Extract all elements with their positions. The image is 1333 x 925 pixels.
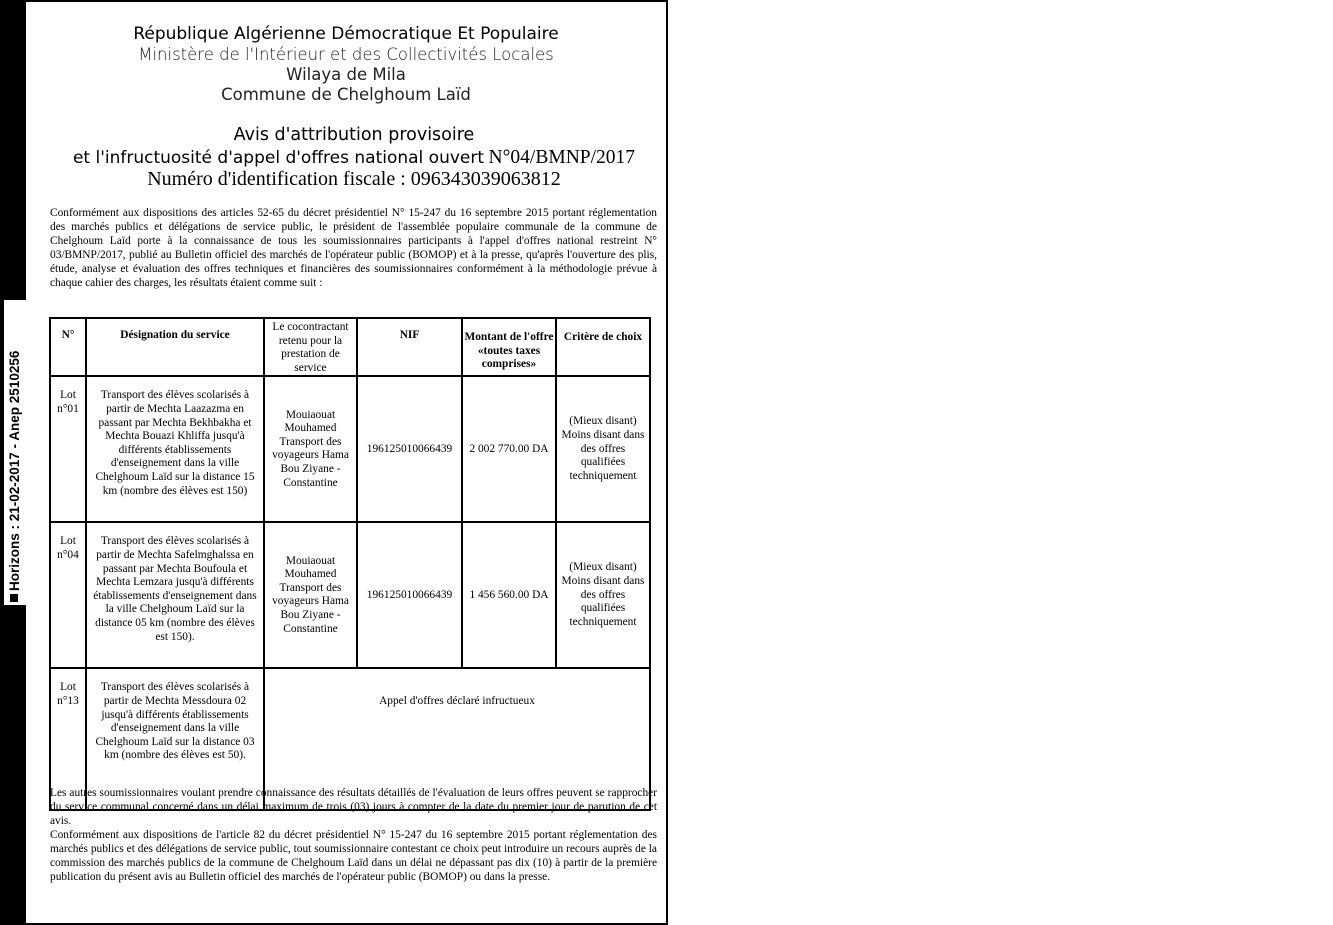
intro-paragraph: Conformément aux dispositions des articles 52-65 du décret présidentiel N° 15-247 du 16 septembre 2015 portant réglementation des marchés publics et délégations de service public, le président de l'assemblée populaire communale de la commune de Chelghoum Laïd porte à la connaissance de tous les soumissionnaires participants à l'appel d'offres national restreint N° 03/BMNP/2017, publié au Bulletin officiel des marchés de l'opérateur public (BOMOP) et à la presse, qu'après l'ouverture des plis, étude, analyse et évaluation des offres techniques et financières des soumissionnaires conformément à la méthodologie prévue à chaque cahier des charges, les résultats étaient comme suit : (50, 207, 657, 289)
lot-cell: Lot n°01 (50, 376, 86, 522)
col-header-nif: NIF (357, 318, 462, 376)
footer-paragraph-recourse: Conformément aux dispositions de l'article 82 du décret présidentiel N° 15-247 du 16 septembre 2015 portant réglementation des marchés publics et des délégations de service public, tout soumissionnaire contestant ce choix peut introduire un recours auprès de la commission des marchés publics de la commune de Chelghoum Laïd dans un délai ne dépassant pas dix (10) à partir de la première publication du présent avis au Bulletin officiel des marchés de l'opérateur public (BOMOP) ou dans la presse. (50, 829, 657, 883)
fiscal-id: Numéro d'identification fiscale : 096343039063812 (147, 168, 561, 190)
nif-cell: 196125010066439 (357, 522, 462, 668)
notice-subtitle-text: et l'infructuosité d'appel d'offres national ouvert (72, 148, 485, 168)
table-header-row (50, 318, 650, 376)
cocontractant-cell: Mouiaouat Mouhamed Transport des voyageurs Hama Bou Ziyane - Constantine (264, 522, 357, 668)
notice-title: Avis d'attribution provisoire (233, 125, 475, 145)
table-row (50, 376, 650, 522)
header-republic: République Algérienne Démocratique Et Populaire (133, 24, 559, 44)
designation-cell: Transport des élèves scolarisés à partir de Mechta Messdoura 02 jusqu'à différents établissements d'enseignement dans la ville Chelghoum Laïd sur la distance 03 km (nombre des élèves est 50). (86, 668, 264, 810)
header-commune: Commune de Chelghoum Laïd (221, 85, 471, 104)
montant-cell: 1 456 560.00 DA (462, 522, 556, 668)
lot-cell: Lot n°13 (50, 668, 86, 810)
designation-cell: Transport des élèves scolarisés à partir de Mechta Safelmghalssa en passant par Mechta Boufoula et Mechta Lemzara jusqu'à différents établissements d'enseignement dans la ville Chelghoum Laïd sur la distance 05 km (nombre des élèves est 150). (86, 522, 264, 668)
col-header-critere: Critère de choix (556, 318, 650, 376)
col-header-num: N° (50, 318, 86, 376)
infructueux-cell: Appel d'offres déclaré infructueux (264, 668, 650, 810)
square-bullet-icon (10, 594, 18, 602)
side-label (6, 302, 24, 602)
designation-cell: Transport des élèves scolarisés à partir de Mechta Laazazma en passant par Mechta Bekhbakha et Mechta Bouazi Khliffa jusqu'à différents établissements d'enseignement dans la ville Chelghoum Laïd sur la distance 15 km (nombre des élèves est 150) (86, 376, 264, 522)
critere-cell: (Mieux disant) Moins disant dans des offres qualifiées techniquement (556, 522, 650, 668)
notice-frame (26, 0, 668, 925)
footer-paragraph-results: Les autres soumissionnaires voulant prendre connaissance des résultats détaillés de l'évaluation de leurs offres peuvent se rapprocher du service communal concerné dans un délai maximum de trois (03) jours à compter de la date du premier jour de parution de cet avis. (50, 787, 657, 827)
col-header-designation: Désignation du service (86, 318, 264, 376)
cocontractant-cell: Mouiaouat Mouhamed Transport des voyageurs Hama Bou Ziyane - Constantine (264, 376, 357, 522)
lot-cell: Lot n°04 (50, 522, 86, 668)
tender-number: N°04/BMNP/2017 (488, 147, 636, 168)
notice-subtitle (26, 147, 682, 169)
header-ministry: Ministère de l'Intérieur et des Collectivités Locales (138, 45, 554, 64)
montant-cell: 2 002 770.00 DA (462, 376, 556, 522)
header-wilaya: Wilaya de Mila (286, 65, 406, 84)
award-table (49, 317, 651, 811)
col-header-montant: Montant de l'offre «toutes taxes comprises» (462, 318, 556, 376)
side-label-text: Horizons : 21-02-2017 - Anep 2510256 (7, 350, 22, 591)
col-header-cocontractant: Le cocontractant retenu pour la prestation de service (264, 318, 357, 376)
critere-cell: (Mieux disant) Moins disant dans des offres qualifiées techniquement (556, 376, 650, 522)
table-row (50, 522, 650, 668)
nif-cell: 196125010066439 (357, 376, 462, 522)
